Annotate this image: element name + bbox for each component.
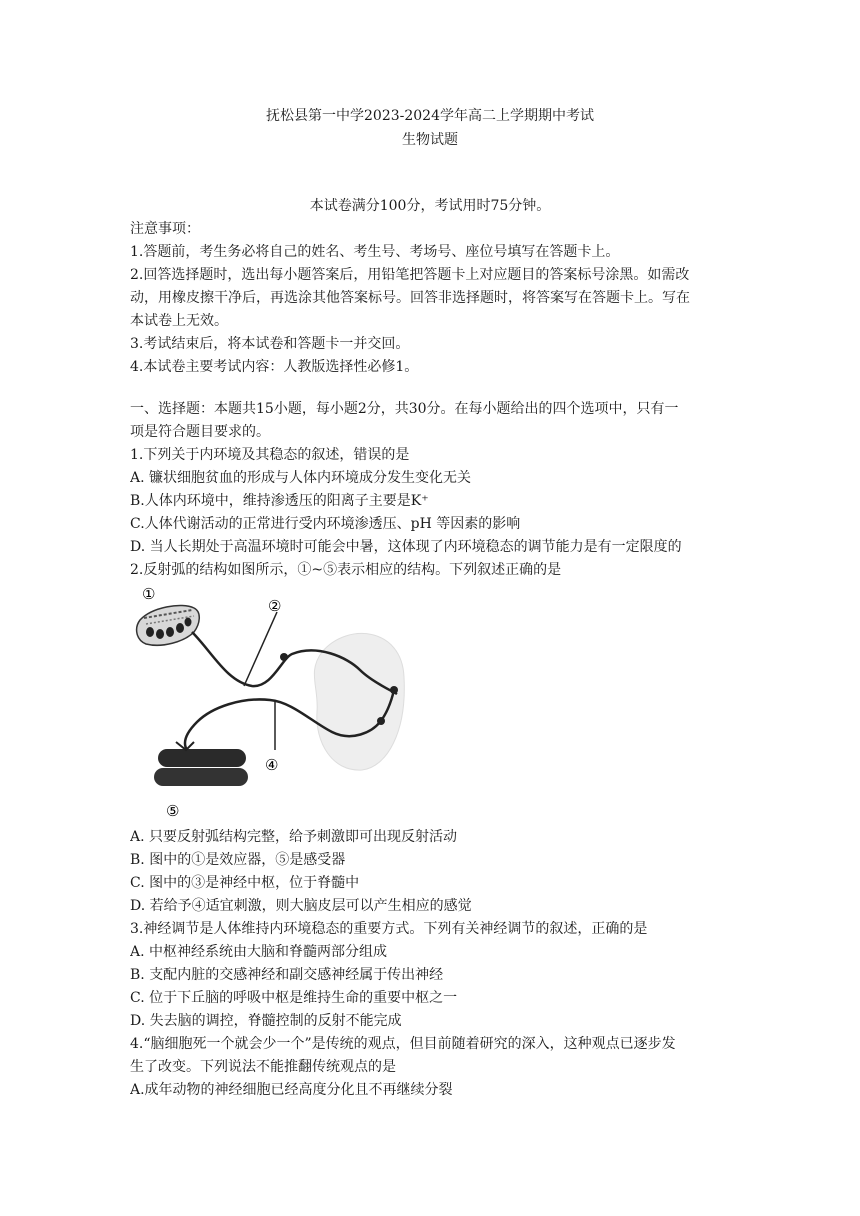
q1-option-a: A. 镰状细胞贫血的形成与人体内环境成分发生变化无关 — [130, 470, 472, 486]
section-heading-a: 一、选择题：本题共15小题，每小题2分，共30分。在每小题给出的四个选项中，只有一 — [130, 401, 679, 417]
section-heading-b: 项是符合题目要求的。 — [130, 424, 270, 440]
q3-option-c: C. 位于下丘脑的呼吸中枢是维持生命的重要中枢之一 — [130, 990, 458, 1006]
notice-item-1: 1.答题前，考生务必将自己的姓名、考生号、考场号、座位号填写在答题卡上。 — [130, 244, 620, 260]
q2-option-a: A. 只要反射弧结构完整，给予刺激即可出现反射活动 — [130, 829, 458, 845]
notice-item-4: 4.本试卷主要考试内容：人教版选择性必修1。 — [130, 359, 419, 375]
reflex-arc-diagram — [132, 582, 407, 822]
q3-stem: 3.神经调节是人体维持内环境稳态的重要方式。下列有关神经调节的叙述，正确的是 — [130, 921, 648, 937]
score-info: 本试卷满分100分，考试用时75分钟。 — [309, 198, 551, 214]
reflex-arc-figure — [132, 582, 407, 822]
notice-item-2c: 本试卷上无效。 — [130, 313, 228, 329]
q1-option-c: C.人体代谢活动的正常进行受内环境渗透压、pH 等因素的影响 — [130, 516, 521, 532]
figure-label-2: ② — [268, 597, 282, 615]
q3-option-d: D. 失去脑的调控，脊髓控制的反射不能完成 — [130, 1013, 402, 1029]
exam-title: 抚松县第一中学2023-2024学年高二上学期期中考试 — [266, 108, 594, 124]
q4-stem-b: 生了改变。下列说法不能推翻传统观点的是 — [130, 1059, 396, 1075]
notice-title: 注意事项： — [130, 221, 200, 237]
figure-label-5: ⑤ — [166, 802, 180, 820]
q1-stem: 1.下列关于内环境及其稳态的叙述，错误的是 — [130, 447, 410, 463]
effector-muscle — [154, 742, 248, 786]
notice-item-3: 3.考试结束后，将本试卷和答题卡一并交回。 — [130, 336, 410, 352]
receptor-tissue — [137, 605, 200, 645]
q3-option-b: B. 支配内脏的交感神经和副交感神经属于传出神经 — [130, 967, 444, 983]
q2-stem: 2.反射弧的结构如图所示，①~⑤表示相应的结构。下列叙述正确的是 — [130, 562, 562, 578]
q2-option-b: B. 图中的①是效应器，⑤是感受器 — [130, 852, 346, 868]
q3-option-a: A. 中枢神经系统由大脑和脊髓两部分组成 — [130, 944, 388, 960]
notice-item-2a: 2.回答选择题时，选出每小题答案后，用铅笔把答题卡上对应题目的答案标号涂黑。如需改 — [130, 267, 690, 283]
q1-option-d: D. 当人长期处于高温环境时可能会中暑，这体现了内环境稳态的调节能力是有一定限度的 — [130, 539, 682, 555]
q4-option-a: A.成年动物的神经细胞已经高度分化且不再继续分裂 — [130, 1082, 453, 1098]
notice-item-2b: 动，用橡皮擦干净后，再选涂其他答案标号。回答非选择题时，将答案写在答题卡上。写在 — [130, 290, 690, 306]
q2-option-d: D. 若给予④适宜刺激，则大脑皮层可以产生相应的感觉 — [130, 898, 472, 914]
exam-subtitle: 生物试题 — [402, 132, 458, 148]
q2-option-c: C. 图中的③是神经中枢，位于脊髓中 — [130, 875, 360, 891]
figure-label-4: ④ — [265, 756, 279, 774]
q4-stem-a: 4.“脑细胞死一个就会少一个”是传统的观点，但目前随着研究的深入，这种观点已逐步发 — [130, 1036, 676, 1052]
q1-option-b: B.人体内环境中，维持渗透压的阳离子主要是K⁺ — [130, 493, 429, 509]
figure-label-1: ① — [142, 585, 156, 603]
